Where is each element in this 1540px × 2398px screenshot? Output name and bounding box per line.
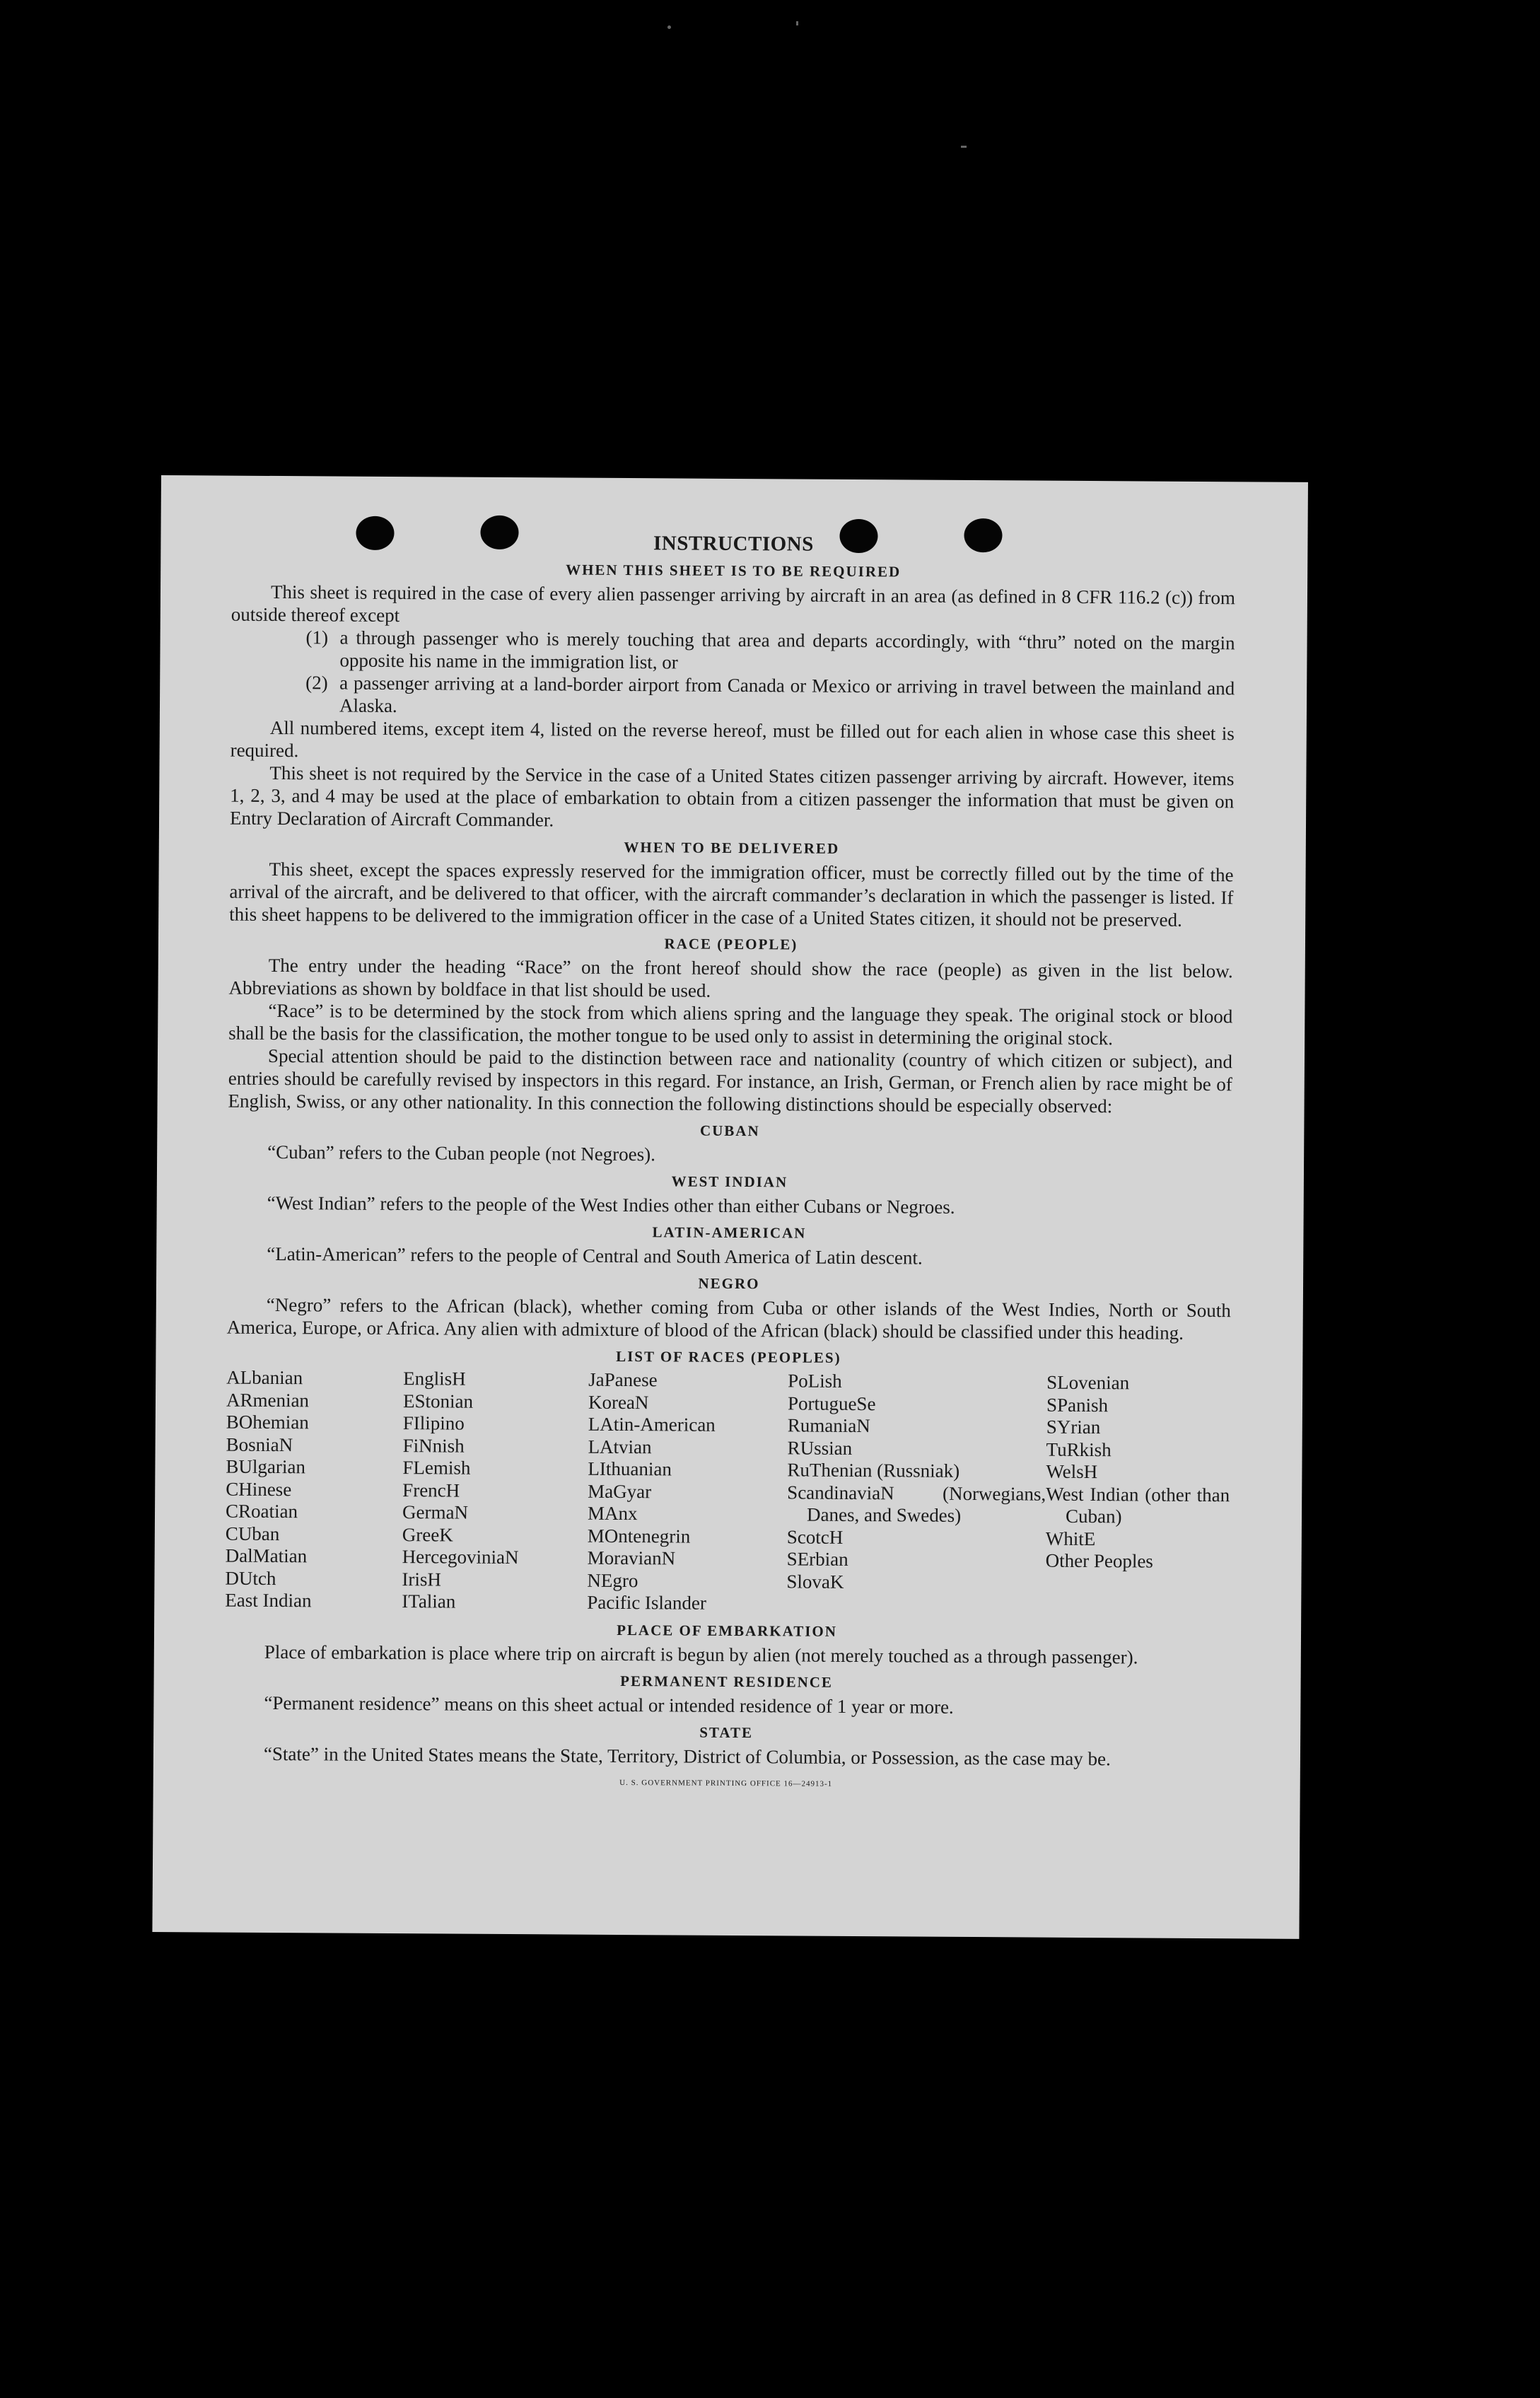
- race-entry: LAtvian: [588, 1436, 652, 1457]
- paragraph: “Permanent residence” means on this sheet actual or intended residence of 1 year or more.: [264, 1692, 954, 1718]
- race-entry: BUlgarian: [226, 1455, 306, 1478]
- race-entry: GermaN: [402, 1501, 469, 1523]
- race-entry: RuThenian (Russniak): [787, 1459, 960, 1482]
- race-entry: KoreaN: [588, 1391, 649, 1413]
- race-entry: EnglisH: [403, 1368, 466, 1390]
- race-entry: ScandinaviaN (Norwegians, Danes, and Swedes): [787, 1481, 1046, 1526]
- race-entry: PoLish: [788, 1370, 842, 1392]
- paragraph: “Race” is to be determined by the stock from which aliens spring and the language they speak. The original stock or blood shall be the basis for the classification, the mother tongue to be used only to assist in determining the original stock.: [228, 999, 1233, 1049]
- race-entry: WelsH: [1046, 1460, 1098, 1483]
- race-entry: PortugueSe: [787, 1392, 876, 1414]
- paragraph: “State” in the United States means the State, Territory, District of Columbia, or Possession, as the case may be.: [263, 1742, 1111, 1769]
- scan-speck: [961, 146, 967, 148]
- page-title: INSTRUCTIONS: [653, 532, 814, 556]
- race-entry: FiNnish: [402, 1434, 465, 1457]
- paragraph: This sheet is not required by the Service in the case of a United States citizen passenger arriving by aircraft. However, items 1, 2, 3, and 4 may be used at the place of embarkation to obtain from a citizen passenger the information that must be given on Entry Declaration of Aircraft Commander.: [229, 762, 1235, 831]
- paragraph: “Latin-American” refers to the people of Central and South America of Latin descent.: [267, 1242, 923, 1269]
- list-item: [305, 626, 1235, 677]
- race-entry: SYrian: [1046, 1416, 1101, 1438]
- race-entry: MAnx: [587, 1502, 638, 1525]
- race-entry: SErbian: [786, 1548, 848, 1570]
- item-number: (2): [305, 672, 328, 694]
- race-entry: SlovaK: [786, 1570, 844, 1593]
- section-heading: PLACE OF EMBARKATION: [617, 1621, 838, 1640]
- section-heading: WHEN THIS SHEET IS TO BE REQUIRED: [566, 561, 902, 581]
- race-entry: DUtch: [225, 1567, 276, 1589]
- section-heading: NEGRO: [698, 1274, 760, 1293]
- race-entry: WhitE: [1045, 1527, 1096, 1549]
- paragraph: This sheet, except the spaces expressly reserved for the immigration officer, must be correctly filled out by the time of the arrival of the aircraft, and be delivered to that officer, with the aircraft commander’s declaration in which the passenger is listed. If this sheet happens to be delivered to the immigration officer in the case of a United States citizen, it should not be preserved.: [229, 858, 1234, 931]
- race-entry: FIlipino: [402, 1412, 465, 1434]
- race-entry: FLemish: [402, 1457, 471, 1479]
- instructions-content: [224, 530, 1236, 1798]
- race-entry: CHinese: [226, 1478, 292, 1500]
- section-heading: LIST OF RACES (PEOPLES): [616, 1347, 841, 1366]
- paragraph: “West Indian” refers to the people of the West Indies other than either Cubans or Negroes.: [267, 1192, 955, 1218]
- printing-office-footer: U. S. GOVERNMENT PRINTING OFFICE 16—24913-1: [619, 1778, 833, 1788]
- race-entry: RUssian: [787, 1436, 853, 1459]
- race-entry: BOhemian: [226, 1411, 309, 1433]
- race-entry: NEgro: [587, 1569, 638, 1591]
- section-heading: RACE (PEOPLE): [664, 935, 798, 953]
- race-entry: Other Peoples: [1045, 1549, 1153, 1572]
- races-column: [786, 1370, 1046, 1617]
- section-heading: CUBAN: [699, 1122, 760, 1140]
- paragraph: “Cuban” refers to the Cuban people (not Negroes).: [267, 1141, 656, 1165]
- race-entry: ITalian: [402, 1590, 456, 1612]
- item-text: a passenger arriving at a land-border airport from Canada or Mexico or arriving in travel between the mainland and Alaska.: [339, 672, 1235, 717]
- race-entry: BosniaN: [226, 1433, 293, 1455]
- scan-speck: [667, 25, 671, 29]
- race-entry: IrisH: [402, 1568, 442, 1590]
- races-column: [402, 1368, 588, 1614]
- race-entry: EStonian: [402, 1390, 474, 1412]
- races-list: [225, 1367, 1230, 1618]
- race-entry: FrencH: [402, 1479, 460, 1501]
- race-entry: RumaniaN: [787, 1414, 870, 1437]
- race-entry: SLovenian: [1046, 1371, 1130, 1394]
- race-entry: MoravianN: [587, 1547, 676, 1569]
- race-entry: TuRkish: [1046, 1438, 1112, 1460]
- document-sheet: [152, 475, 1308, 1939]
- race-entry: ScotcH: [786, 1525, 844, 1548]
- list-item: [305, 671, 1235, 722]
- race-entry: East Indian: [225, 1589, 312, 1612]
- paragraph: All numbered items, except item 4, listed on the reverse hereof, must be filled out for each alien in whose case this sheet is required.: [230, 716, 1235, 762]
- section-heading: LATIN-AMERICAN: [652, 1223, 807, 1242]
- paragraph: The entry under the heading “Race” on the front hereof should show the race (people) as given in the list below. Abbreviations as shown by boldface in that list should be used.: [228, 954, 1233, 1001]
- race-entry: CRoatian: [225, 1500, 298, 1523]
- item-number: (1): [305, 627, 329, 648]
- section-heading: WHEN TO BE DELIVERED: [624, 839, 840, 857]
- race-entry: LAtin-American: [588, 1413, 716, 1436]
- races-column: [225, 1367, 403, 1613]
- section-heading: STATE: [699, 1723, 754, 1741]
- paragraph: Special attention should be paid to the distinction between race and nationality (country of which citizen or subject), and entries should be carefully revised by inspectors in this regard. For instance, an Irish, German, or French alien by race might be of English, Swiss, or any other nationality. In this connection the following distinctions should be especially observed:: [228, 1044, 1233, 1117]
- race-entry: DalMatian: [225, 1544, 308, 1567]
- item-text: a through passenger who is merely touching that area and departs accordingly, with “thru” noted on the margin opposite his name in the immigration list, or: [339, 627, 1235, 673]
- race-entry: GreeK: [402, 1523, 453, 1546]
- section-heading: PERMANENT RESIDENCE: [620, 1672, 834, 1691]
- race-entry: West Indian (other than Cuban): [1046, 1483, 1230, 1527]
- race-entry: MOntenegrin: [587, 1525, 691, 1547]
- race-entry: JaPanese: [588, 1368, 658, 1391]
- race-entry: ALbanian: [226, 1366, 303, 1389]
- paragraph: This sheet is required in the case of every alien passenger arriving by aircraft in an area (as defined in 8 CFR 116.2 (c)) from outside thereof except: [231, 581, 1236, 627]
- paragraph: “Negro” refers to the African (black), whether coming from Cuba or other islands of the West Indies, North or South America, Europe, or Africa. Any alien with admixture of blood of the African (black) should be classified under this heading.: [226, 1293, 1231, 1344]
- race-entry: LIthuanian: [588, 1457, 672, 1480]
- paragraph: Place of embarkation is place where trip on aircraft is begun by alien (not merely touched as a through passenger).: [264, 1641, 1138, 1667]
- races-column: [587, 1369, 788, 1615]
- race-entry: SPanish: [1046, 1394, 1109, 1416]
- race-entry: CUban: [225, 1523, 280, 1544]
- race-entry: MaGyar: [588, 1480, 652, 1502]
- races-column: [1045, 1372, 1230, 1618]
- race-entry: HercegoviniaN: [402, 1546, 519, 1568]
- section-heading: WEST INDIAN: [671, 1172, 788, 1191]
- race-entry: ARmenian: [226, 1389, 310, 1411]
- race-entry: Pacific Islander: [587, 1591, 707, 1614]
- scan-speck: [796, 21, 798, 25]
